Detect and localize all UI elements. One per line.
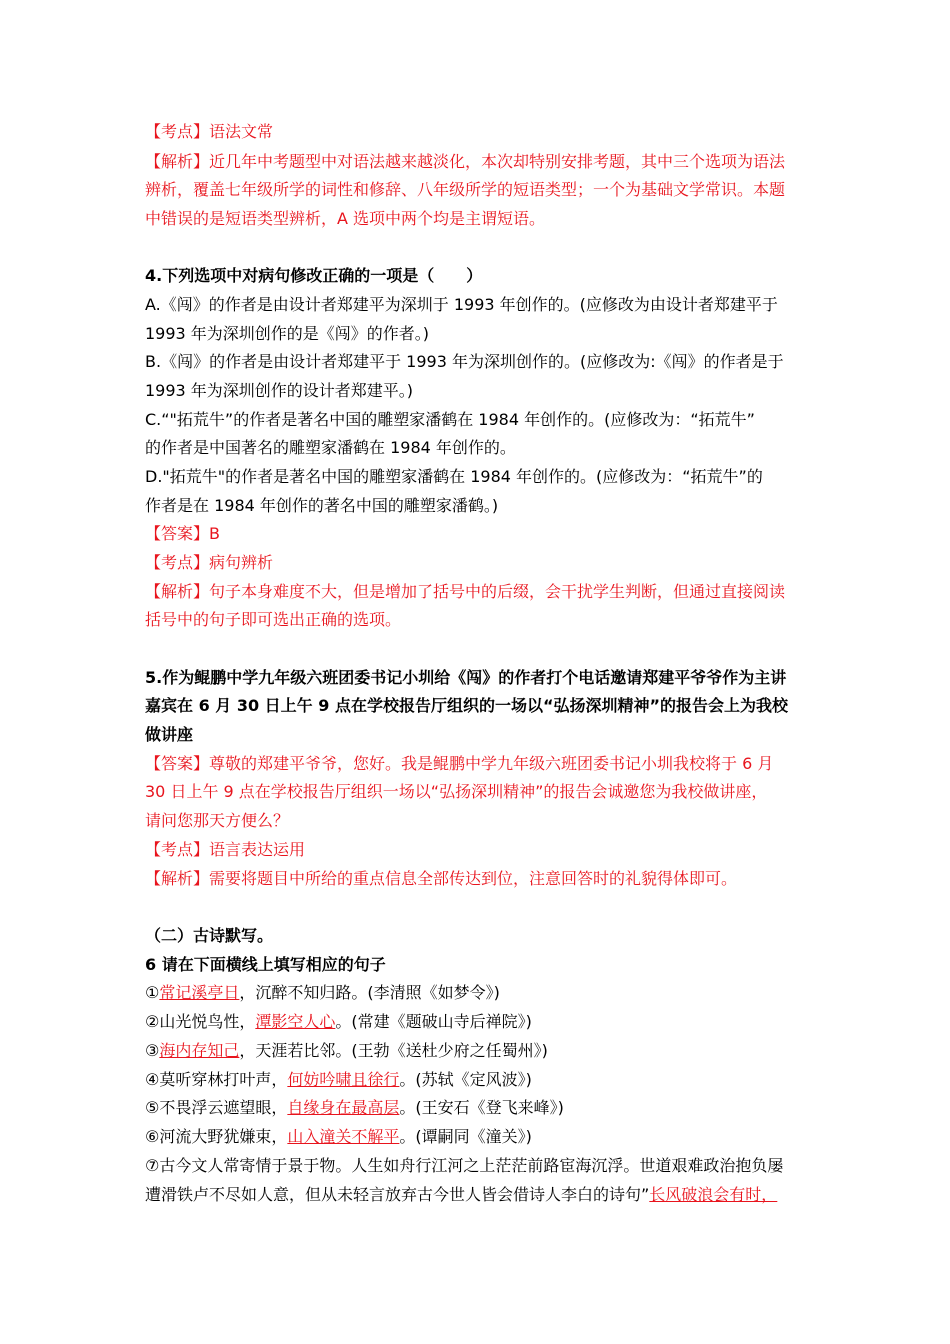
q4-option-c-line-2: 的作者是中国著名的雕塑家潘鹤在 1984 年创作的。 <box>145 438 516 457</box>
q5-title-line-2: 嘉宾在 6 月 30 日上午 9 点在学校报告厅组织的一场以“弘扬深圳精神”的报告会上为我校 <box>145 696 788 715</box>
poem-item-post: 。(王安石《登飞来峰》) <box>399 1098 564 1117</box>
part2-heading: （二）古诗默写。 <box>145 926 274 945</box>
poem-answer: 何妨吟啸且徐行 <box>287 1070 400 1089</box>
q4-daan: 【答案】B <box>145 524 220 543</box>
poem-answer: 海内存知己 <box>159 1041 240 1060</box>
poem-answer: 潭影空人心 <box>255 1012 336 1031</box>
poem-item-post: 。(常建《题破山寺后禅院》) <box>335 1012 532 1031</box>
q5-title-line-1: 5.作为鲲鹏中学九年级六班团委书记小圳给《闯》的作者打个电话邀请郑建平爷爷作为主讲 <box>145 668 787 687</box>
poem-answer: 长风破浪会有时， <box>649 1185 778 1204</box>
poem-item-number: ② <box>145 1012 160 1031</box>
q4-option-b-line-2: 1993 年为深圳创作的设计者郑建平。) <box>145 381 414 400</box>
q4-option-c-line-1: C.“"拓荒牛”的作者是著名中国的雕塑家潘鹤在 1984 年创作的。(应修改为：“拓荒牛” <box>145 410 755 429</box>
q4-jiexi-line-2: 括号中的句子即可选出正确的选项。 <box>145 610 402 629</box>
poem-item-7-line-1: ⑦古今文人常寄情于景于物。人生如舟行江河之上茫茫前路宦海沉浮。世道艰难政治抱负屡 <box>145 1156 784 1175</box>
poem-item-number: ④ <box>145 1070 160 1089</box>
q5-daan-line-3: 请问您那天方便么？ <box>145 811 290 830</box>
q3-jiexi-line-1: 【解析】近几年中考题型中对语法越来越淡化，本次却特别安排考题，其中三个选项为语法 <box>145 152 786 171</box>
poem-item-pre: 河流大野犹嫌束， <box>159 1127 288 1146</box>
q5-kaodian: 【考点】语言表达运用 <box>145 840 306 859</box>
q4-kaodian: 【考点】病句辨析 <box>145 553 274 572</box>
poem-item-number: ③ <box>145 1041 160 1060</box>
poem-item-number: ⑥ <box>145 1127 160 1146</box>
poem-item-post: ，沉醉不知归路。(李清照《如梦令》) <box>239 983 500 1002</box>
q4-option-d-line-1: D."拓荒牛"的作者是著名中国的雕塑家潘鹤在 1984 年创作的。(应修改为：“拓荒牛”的 <box>145 467 763 486</box>
q6-title: 6 请在下面横线上填写相应的句子 <box>145 955 386 974</box>
q3-jiexi-line-2: 辨析，覆盖七年级所学的词性和修辞、八年级所学的短语类型；一个为基础文学常识。本题 <box>145 180 786 199</box>
poem-answer: 自缘身在最高层 <box>287 1098 400 1117</box>
q4-option-a-line-1: A.《闯》的作者是由设计者郑建平为深圳于 1993 年创作的。(应修改为由设计者郑建平于 <box>145 295 778 314</box>
poem-item-post: 。(谭嗣同《潼关》) <box>399 1127 532 1146</box>
q4-option-a-line-2: 1993 年为深圳创作的是《闯》的作者。) <box>145 324 430 343</box>
poem-item-6 <box>145 1123 815 1151</box>
poem-answer: 常记溪亭日 <box>159 983 240 1002</box>
poem-item-number: ⑤ <box>145 1098 160 1117</box>
poem-item-3 <box>145 1037 815 1065</box>
poem-item-1 <box>145 979 815 1007</box>
q4-title: 4.下列选项中对病句修改正确的一项是（ ） <box>145 266 483 285</box>
poem-item-5 <box>145 1094 815 1122</box>
poem-item-number: ① <box>145 983 160 1002</box>
poem-item-post: 。(苏轼《定风波》) <box>399 1070 532 1089</box>
q4-option-b-line-1: B.《闯》的作者是由设计者郑建平于 1993 年为深圳创作的。(应修改为:《闯》的作者是于 <box>145 352 784 371</box>
q3-kaodian: 【考点】语法文常 <box>145 122 274 141</box>
poem-item-7-text: 遭滑铁卢不尽如人意，但从未轻言放弃古今世人皆会借诗人李白的诗句” <box>145 1185 650 1204</box>
poem-item-2 <box>145 1008 815 1036</box>
q4-jiexi-line-1: 【解析】句子本身难度不大，但是增加了括号中的后缀，会干扰学生判断，但通过直接阅读 <box>145 582 786 601</box>
poem-item-pre: 莫听穿林打叶声， <box>159 1070 288 1089</box>
poem-item-4 <box>145 1066 815 1094</box>
poem-item-7-line-2 <box>145 1181 815 1209</box>
q5-daan-line-2: 30 日上午 9 点在学校报告厅组织一场以“弘扬深圳精神”的报告会诚邀您为我校做讲座， <box>145 782 768 801</box>
q5-jiexi: 【解析】需要将题目中所给的重点信息全部传达到位，注意回答时的礼貌得体即可。 <box>145 869 738 888</box>
q5-title-line-3: 做讲座 <box>145 725 194 744</box>
q3-jiexi-line-3: 中错误的是短语类型辨析，A 选项中两个均是主谓短语。 <box>145 209 546 228</box>
poem-answer: 山入潼关不解平 <box>287 1127 400 1146</box>
q5-daan-line-1: 【答案】尊敬的郑建平爷爷，您好。我是鲲鹏中学九年级六班团委书记小圳我校将于 6 月 <box>145 754 774 773</box>
poem-item-pre: 不畏浮云遮望眼， <box>159 1098 288 1117</box>
poem-item-pre: 山光悦鸟性， <box>159 1012 256 1031</box>
q4-option-d-line-2: 作者是在 1984 年创作的著名中国的雕塑家潘鹤。) <box>145 496 499 515</box>
poem-item-post: ，天涯若比邻。(王勃《送杜少府之任蜀州》) <box>239 1041 548 1060</box>
